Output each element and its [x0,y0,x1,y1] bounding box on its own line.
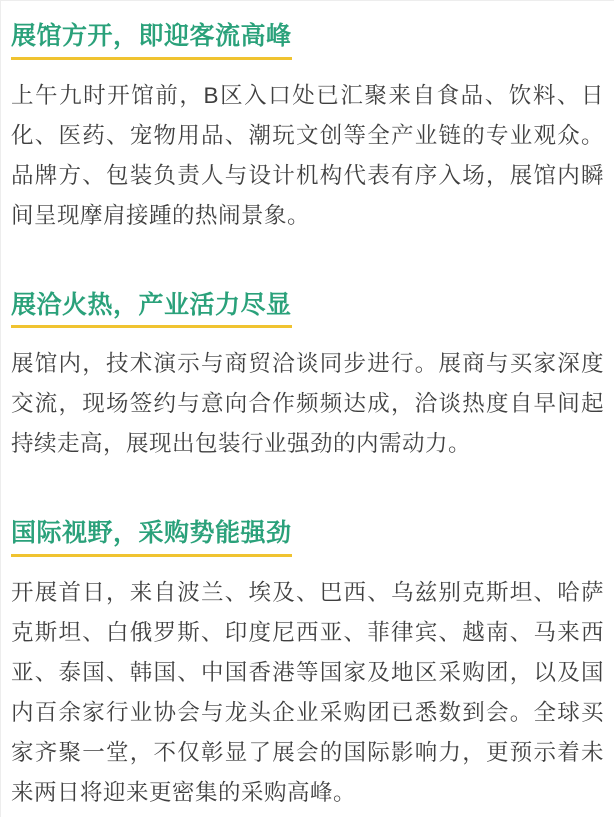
section-trade-talks [11,292,604,465]
section-heading: 国际视野，采购势能强劲 [11,520,292,557]
section-body: 上午九时开馆前，B区入口处已汇聚来自食品、饮料、日化、医药、宠物用品、潮玩文创等全产业链的专业观众。品牌方、包装负责人与设计机构代表有序入场，展馆内瞬间呈现摩肩接踵的热闹景象。 [11,82,604,228]
section-body: 开展首日，来自波兰、埃及、巴西、乌兹别克斯坦、哈萨克斯坦、白俄罗斯、印度尼西亚、菲律宾、越南、马来西亚、泰国、韩国、中国香港等国家及地区采购团，以及国内百余家行业协会与龙头企业采购团已悉数到会。全球买家齐聚一堂，不仅彰显了展会的国际影响力，更预示着未来两日将迎来更密集的采购高峰。 [11,579,604,805]
section-international-buyers [11,520,604,813]
section-opening-rush [11,23,604,236]
section-body: 展馆内，技术演示与商贸洽谈同步进行。展商与买家深度交流，现场签约与意向合作频频达成，洽谈热度自早间起持续走高，展现出包装行业强劲的内需动力。 [11,351,604,456]
section-heading: 展洽火热，产业活力尽显 [11,292,292,329]
section-heading: 展馆方开，即迎客流高峰 [11,23,292,60]
